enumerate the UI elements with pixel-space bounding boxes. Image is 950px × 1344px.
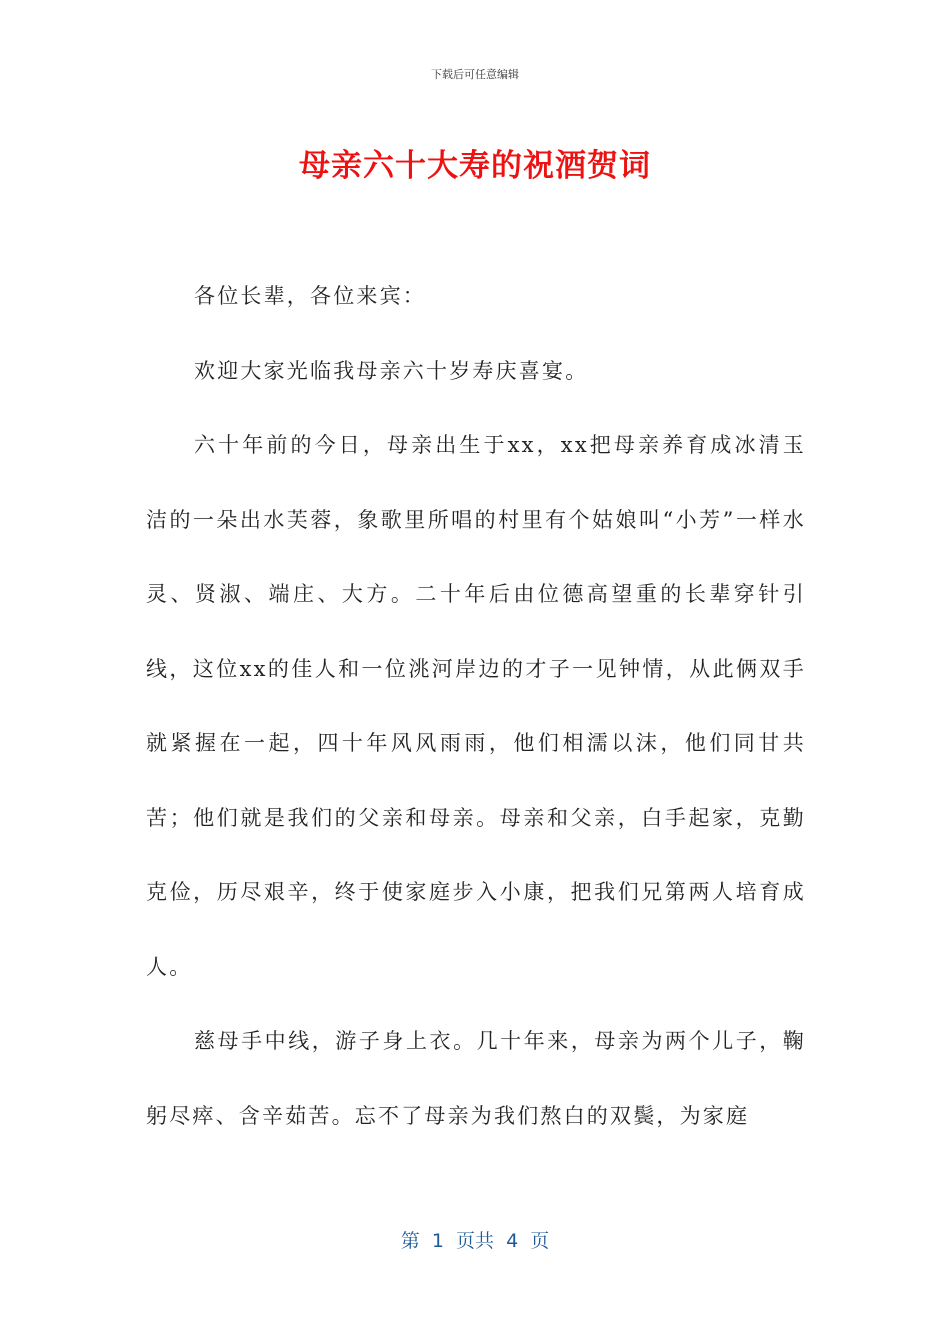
paragraph-gratitude: 慈母手中线，游子身上衣。几十年来，母亲为两个儿子，鞠躬尽瘁、含辛茹苦。忘不了母亲为我们熬白的双鬓，为家庭: [146, 1029, 806, 1128]
document-body: [146, 259, 806, 1153]
paragraph-welcome: 欢迎大家光临我母亲六十岁寿庆喜宴。: [194, 358, 589, 383]
page-number-footer: 第 1 页共 4 页: [400, 1230, 550, 1252]
document-title: 母亲六十大寿的祝酒贺词: [299, 148, 651, 184]
header-note: 下载后可任意编辑: [431, 68, 519, 81]
paragraph-greeting: 各位长辈，各位来宾：: [194, 284, 426, 308]
paragraph-history: 六十年前的今日，母亲出生于xx，xx把母亲养育成冰清玉洁的一朵出水芙蓉，象歌里所唱的村里有个姑娘叫“小芳”一样水灵、贤淑、端庄、大方。二十年后由位德高望重的长辈穿针引线，这位xx的佳人和一位洮河岸边的才子一见钟情，从此俩双手就紧握在一起，四十年风风雨雨，他们相濡以沫，他们同甘共苦；他们就是我们的父亲和母亲。母亲和父亲，白手起家，克勤克俭，历尽艰辛，终于使家庭步入小康，把我们兄第两人培育成人。: [146, 433, 806, 979]
